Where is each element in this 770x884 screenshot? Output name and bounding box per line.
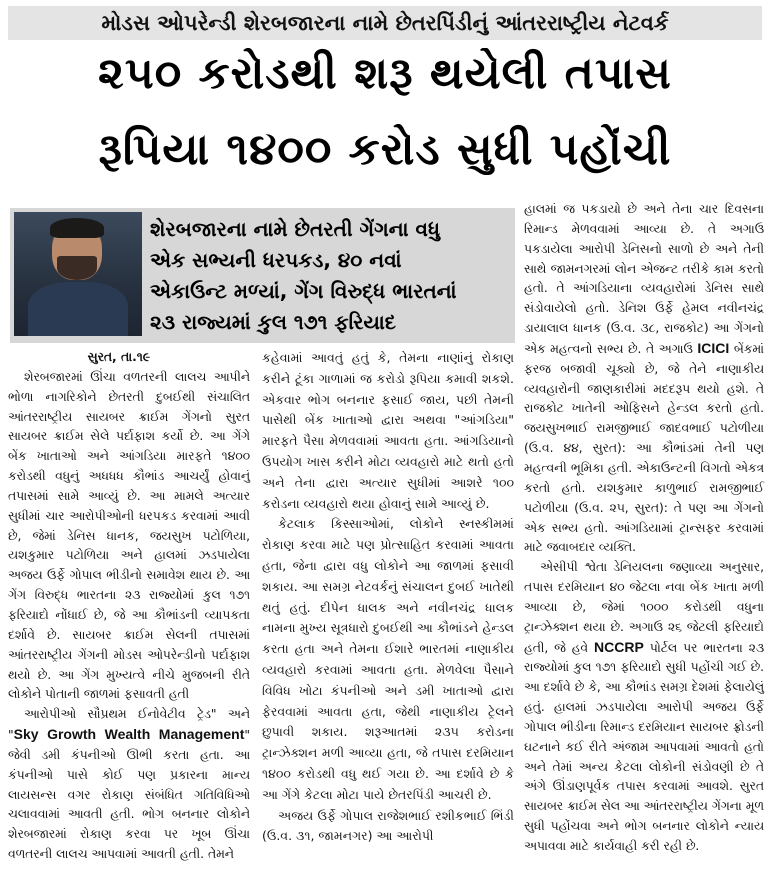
col3-paragraph-2: એસીપી શ્વેતા ડેનિયલના જણાવ્યા અનુસાર, તપાસ દરમિયાન ૪૦ જેટલા નવા બેંક ખાતા મળી આવ્યા છે, જેમાં ૧૦૦૦ કરોડથી વધુના ટ્રાન્ઝેક્શન થયા છે. અગાઉ ૨૬ જેટલી ફરિયાદો હતી, જે હવે NCCRP પોર્ટલ પર ભારતના ૨૩ રાજ્યોમાં કુલ ૧૭૧ ફરિયાદો સુધી પહોંચી ગઈ છે. આ દર્શાવે છે કે, આ કૌભાંડ સમગ્ર દેશમાં ફેલાયેલું હતું. હાલમાં ઝડપાયેલા આરોપી અજય ઉર્ફે ગોપાલ ભીડીના રિમાન્ડ દરમિયાન સાયબર ફ્રોડની ઘટનાને કઈ રીતે અંજામ આપવામાં આવતો હતો અને તેમાં અન્ય કેટલા લોકોની સંડોવણી છે તે અંગે ઊંડાણપૂર્વક તપાસ કરવામાં આવશે. સુરત સાયબર ક્રાઈમ સેલ આ આંતરરાષ્ટ્રીય ગેંગના મૂળ સુધી પહોંચવા અને ભોગ બનનાર લોકોને ન્યાય અપાવવા માટે કાર્યવાહી કરી રહી છે. xyxy=(524,560,765,853)
col1-paragraph-2: આરોપીઓ સૌપ્રથમ ઈનોવેટીવ ટ્રેડ" અને "Sky Growth Wealth Management" જેવી ડમી કંપનીઓ ઊભી કરતા હતા. આ કંપનીઓ પાસે કોઈ પણ પ્રકારના માન્ય લાયસન્સ વગર રોકાણ સંબંધિત ગતિવિધિઓ ચલાવવામાં આવતી હતી. ભોગ બનનાર લોકોને શેરબજારમાં રોકાણ કરવા પર ખૂબ ઊંચા વળતરની લાલચ આપવામાં આવતી હતી. તેમને xyxy=(8,707,250,862)
col2-paragraph-3: અજય ઉર્ફે ગોપાલ રાજેશભાઈ રશીકભાઈ ભિંડી (ઉ.વ. ૩૧, જામનગર) આ આરોપી xyxy=(262,807,514,844)
accused-photo xyxy=(14,212,142,336)
dateline: સુરત, તા.૧૯ xyxy=(87,350,150,364)
kicker-banner: મોડસ ઓપરેન્ડી શેરબજારના નામે છેતરપિંડીનું આંતરરાષ્ટ્રીય નેટવર્ક xyxy=(8,6,762,40)
subheadline-line-4: ૨૩ રાજ્યમાં કુલ ૧૭૧ ફરિયાદ xyxy=(150,310,396,334)
article-column-3 xyxy=(524,200,764,857)
col2-paragraph-2: કેટલાક કિસ્સાઓમાં, લોકોને સ્નસ્કીમમાં રોકાણ કરવા માટે પણ પ્રોત્સાહિત કરવામાં આવતા હતા, જેના દ્વારા વધુ લોકોને આ જાળમાં ફસાવી શકાય. આ સમગ્ર નેટવર્કનું સંચાલન દુબઈ ખાતેથી થતું હતું. દીપેન ધાલક અને નવીનચંદ્ર ધાલક નામના મુખ્ય સૂત્રધારો દુબઈથી આ કૌભાંડને હેન્ડલ કરતા હતા અને તેમના ઈશારે ભારતમાં નાણાકીય વ્યવહારો કરવામાં આવતા હતા. મેળવેલા પૈસાને વિવિધ ખોટા કંપનીઓ અને ડમી ખાતાઓ દ્વારા ફેરવવામાં આવતા હતા, જેથી નાણાકીય ટ્રેલને છુપાવી શકાય. શરૂઆતમાં ૨૩૫ કરોડના ટ્રાન્ઝેક્શન મળી આવ્યા હતા, જે તપાસ દરમિયાન ૧૪૦૦ કરોડથી વધુ થઈ ગયા છે. આ દર્શાવે છે કે આ ગેંગે કેટલા મોટા પાયે છેતરપિંડી આચરી છે. xyxy=(262,516,514,802)
company-name-english: Sky Growth Wealth Management xyxy=(13,726,245,743)
headline-line-1: ૨૫૦ કરોડથી શરૂ થયેલી તપાસ xyxy=(98,48,672,99)
subheadline-line-1: શેરબજારના નામે છેતરતી ગેંગના વધુ xyxy=(150,217,440,241)
subheadline-box xyxy=(10,208,515,343)
col3-paragraph-1: હાલમાં જ પકડાયો છે અને તેના ચાર દિવસના રિમાન્ડ મેળવવામાં આવ્યા છે. તે અગાઉ પકડાયેલા આરોપી ડેનિસનો સાળો છે અને તેની સાથે જામનગરમાં લોન એજન્ટ તરીકે કામ કરતો હતો. તે આંગડિયાના વ્યવહારોમાં ડેનિસ સાથે સંડોવાયેલો હતો. ડેનિશ ઉર્ફે હેમલ નવીનચંદ્ર ડાયાલાલ ધાનક (ઉ.વ. ૩૮, રાજકોટ) આ ગેંગનો એક મહત્વનો સભ્ય છે. તે અગાઉ ICICI બેંકમાં ફરજ બજાવી ચૂક્યો છે, જે તેને નાણાકીય વ્યવહારોની જાણકારીમાં મદદરૂપ થયો હશે. તે રાજકોટ ખાતેની ઓફિસને હેન્ડલ કરતો હતો. જયસુખભાઈ રામજીભાઈ જાદવભાઈ પટોળીયા (ઉ.વ. ૪૪, સુરત): આ કૌભાંડમાં તેની પણ મહત્વની ભૂમિકા હતી. એકાઉન્ટની વિગતો એકત્ર કરતો હતો. યશકુમાર કાળુભાઈ રામજીભાઈ પટોળીયા (ઉ.વ. ૨૫, સુરત): તે પણ આ ગેંગનો એક સભ્ય હતો. આંગડિયામાં ટ્રાન્સફર કરવામાં માટે જવાબદાર વ્યક્તિ. xyxy=(524,202,764,555)
headline-line-2: રૂપિયા ૧૪૦૦ કરોડ સુધી પહોંચી xyxy=(98,124,672,175)
portal-name-english: NCCRP xyxy=(594,638,644,655)
col2-paragraph-1: કહેવામાં આવતું હતું કે, તેમના નાણાંનું રોકાણ કરીને ટૂંકા ગાળામાં જ કરોડો રૂપિયા કમાવી શકશે. એકવાર ભોગ બનનાર ફસાઈ જાય, પછી તેમની પાસેથી બેંક ખાતાઓ દ્વારા અથવા "આંગડિયા" મારફતે પૈસા મેળવવામાં આવતા હતા. આંગડિયાનો ઉપયોગ ખાસ કરીને મોટા વ્યવહારો માટે થતો હતો અને તેના દ્વારા અત્યાર સુધીમાં આશરે ૧૦૦ કરોડના વ્યવહારો થયા હોવાનું સામે આવ્યું છે. xyxy=(262,350,514,511)
col1-paragraph-1: શેરબજારમાં ઊંચા વળતરની લાલચ આપીને ભોળા નાગરિકોને છેતરતી દુબઈથી સંચાલિત આંતરરાષ્ટ્રીય સાયબર ક્રાઈમ ગેંગનો સુરત સાયબર ક્રાઈમ સેલે પર્દાફાશ કર્યો છે. આ ગેંગે બેંક ખાતાઓ અને આંગડિયા મારફતે ૧૪૦૦ કરોડથી વધુનું અધધધ કૌભાંડ આચર્યું હોવાનું તપાસમાં સામે આવ્યું છે. આ મામલે અત્યાર સુધીમાં ચાર આરોપીઓની ધરપકડ કરવામાં આવી છે, જેમાં ડેનિસ ધાનક, જયસુખ પટોળિયા, યશકુમાર પટોળિયા અને હાલમાં ઝડપાયેલા અજય ઉર્ફે ગોપાલ ભીડીનો સમાવેશ થાય છે. આ ગેંગ વિરુદ્ધ ભારતના ૨૩ રાજ્યોમાં કુલ ૧૭૧ ફરિયાદો નોંધાઈ છે, જે આ કૌભાંડની વ્યાપકતા દર્શાવે છે. સાયબર ક્રાઈમ સેલની તપાસમાં આંતરરાષ્ટ્રીય ગેંગની મોડસ ઓપરેન્ડીનો પર્દાફાશ થયો છે. આ ગેંગ મુખ્યત્વે નીચે મુજબની રીતે લોકોને પોતાની જાળમાં ફસાવતી હતી xyxy=(8,369,250,702)
bank-name-english: ICICI xyxy=(697,339,730,356)
subheadline-line-3: એકાઉન્ટ મળ્યાં, ગેંગ વિરુદ્ધ ભારતનાં xyxy=(150,279,457,303)
subheadline-line-2: એક સભ્યની ધરપકડ, ૪૦ નવાં xyxy=(150,248,402,272)
subheadline xyxy=(150,214,512,338)
article-column-2 xyxy=(262,348,514,847)
article-column-1 xyxy=(8,348,250,865)
